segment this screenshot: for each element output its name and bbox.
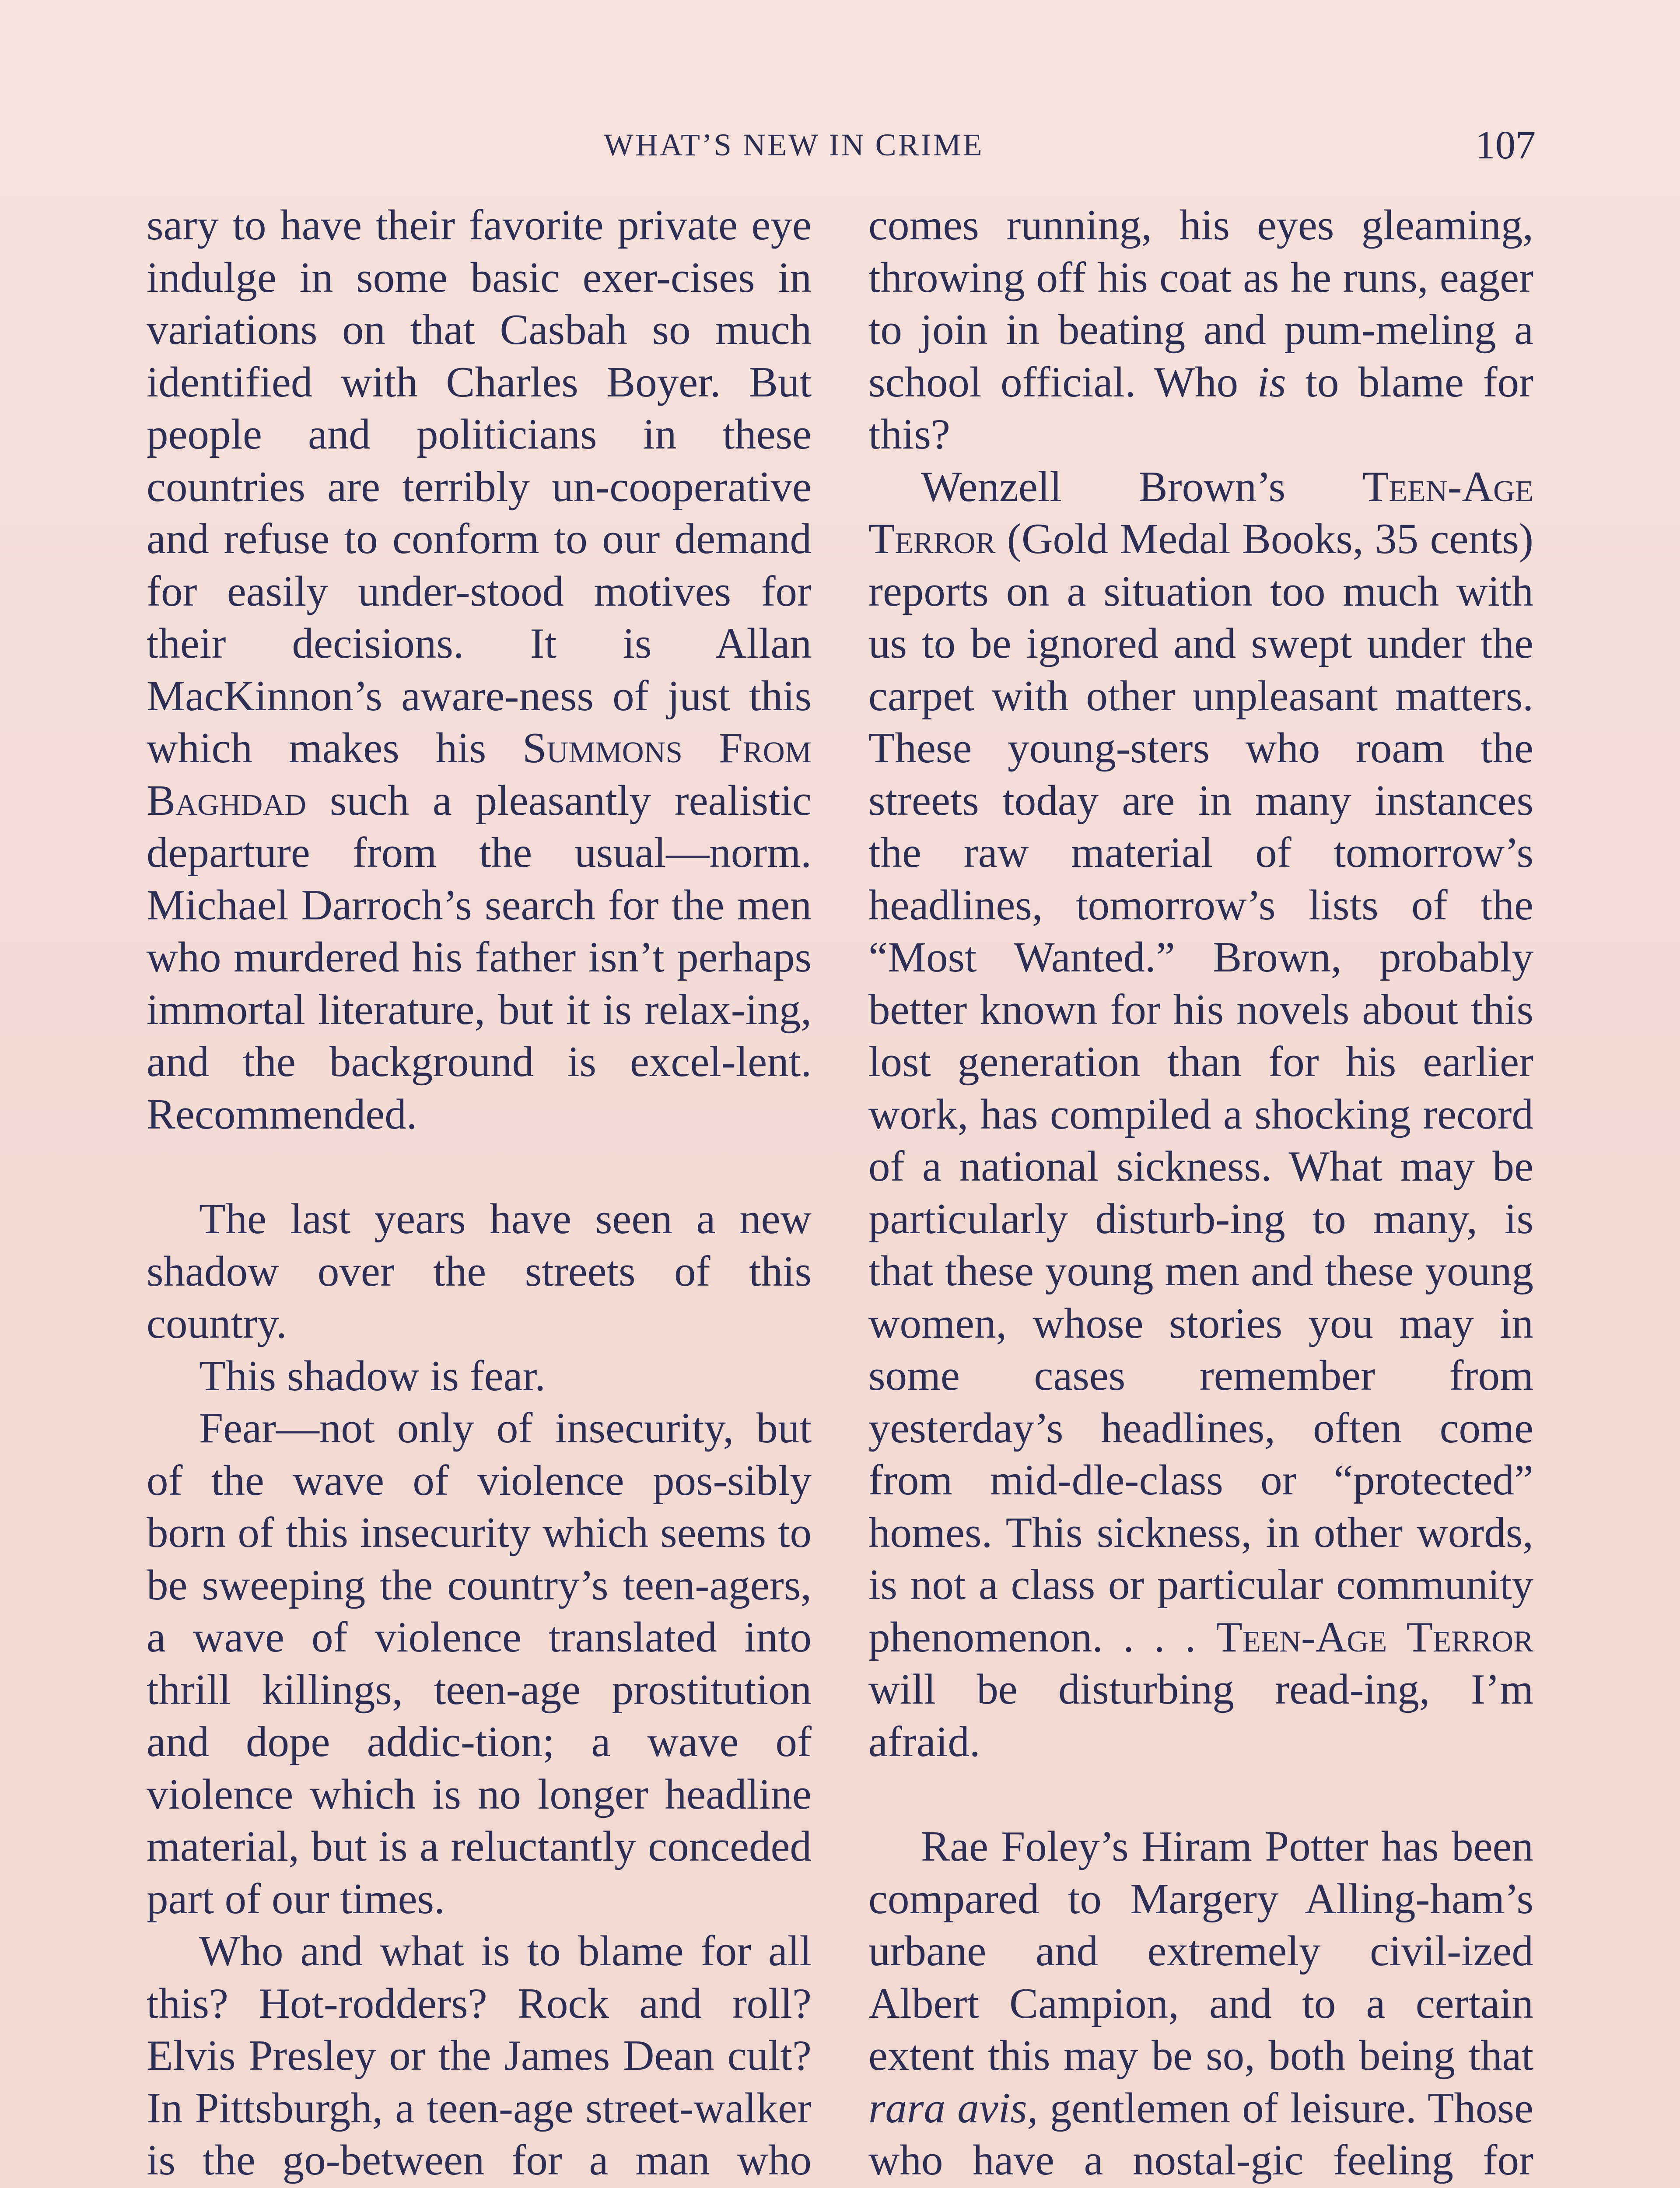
paragraph: [147, 199, 812, 1140]
paragraph: The last years have seen a new shadow over the streets of this country.: [147, 1195, 812, 1347]
emphasis: rara avis,: [868, 2084, 1038, 2132]
text-run: gentlemen of leisure. Those who have a nostal-gic feeling for: [868, 2084, 1533, 2184]
text-run: Wenzell Brown’s: [921, 463, 1286, 511]
right-column: [868, 199, 1533, 2188]
text-run: (Gold Medal Books, 35 cents) reports on a situation too much with us to be ignored and swept under the carpet with other unpleasant matters. These young-sters who roam the streets today are in many instances the raw material of tomorrow’s headlines, tomorrow’s lists of the “Most Wanted.” Brown, probably better known for his novels about this lost generation than for his earlier work, has compiled a shocking record of a national sickness. What may be particularly disturb-ing to many, is that these young men and these young women, whose stories you may in some cases remember from yesterday’s headlines, often come from mid-dle-class or “protected” homes. This sickness, in other words, is not a class or particular community phenomenon. . . .: [868, 515, 1534, 1661]
book-title: Teen-Age Terror: [868, 463, 1534, 563]
left-column: [147, 199, 812, 2188]
paragraph: [868, 1820, 1533, 2188]
page-number: 107: [1475, 123, 1536, 167]
text-run: will be disturbing read-ing, I’m afraid.: [868, 1666, 1533, 1766]
text-run: Rae Foley’s Hiram Potter has been compared to Margery Alling-ham’s urbane and extremely civil-ized Albert Campion, and to a certain extent this may be so, both being that: [868, 1823, 1533, 2079]
text-run: sary to have their favorite private eye indulge in some basic exer-cises in variations on that Casbah so much identified with Charles Boyer. But people and politicians in these countries are terribly un-cooperative and refuse to conform to our demand for easily under-stood motives for their decisions. It is Allan MacKinnon’s aware-ness of just this which makes his: [147, 201, 812, 772]
paragraph: Who and what is to blame for all this? Hot-rodders? Rock and roll? Elvis Presley or the James Dean cult? In Pittsburgh, a teen-age street-walker is the go-between for a man who: [147, 1927, 812, 2184]
book-title: Teen-Age Terror: [1216, 1613, 1533, 1661]
book-title: Summons From Baghdad: [147, 724, 812, 824]
paragraph: [868, 199, 1533, 461]
emphasis: is: [1257, 358, 1286, 406]
paragraph: This shadow is fear.: [199, 1352, 546, 1400]
running-head: WHAT’S NEW IN CRIME: [604, 127, 984, 162]
paragraph: Fear—not only of insecurity, but of the wave of violence pos-sibly born of this insecurity which seems to be sweeping the country’s teen-agers, a wave of violence translated into thrill killings, teen-age prostitution and dope addic-tion; a wave of violence which is no longer headline material, but is a reluctantly conceded part of our times.: [147, 1404, 812, 1923]
text-run: such a pleasantly realistic departure from the usual—norm. Michael Darroch’s search for the men who murdered his father isn’t perhaps immortal literature, but it is relax-ing, and the background is excel-lent. Recommended.: [147, 776, 812, 1138]
text-run: comes running, his eyes gleaming, throwing off his coat as he runs, eager to join in beating and pum-meling a school official. Who: [868, 201, 1533, 406]
paragraph: [868, 461, 1533, 1768]
text-run: to blame for this?: [868, 358, 1534, 458]
